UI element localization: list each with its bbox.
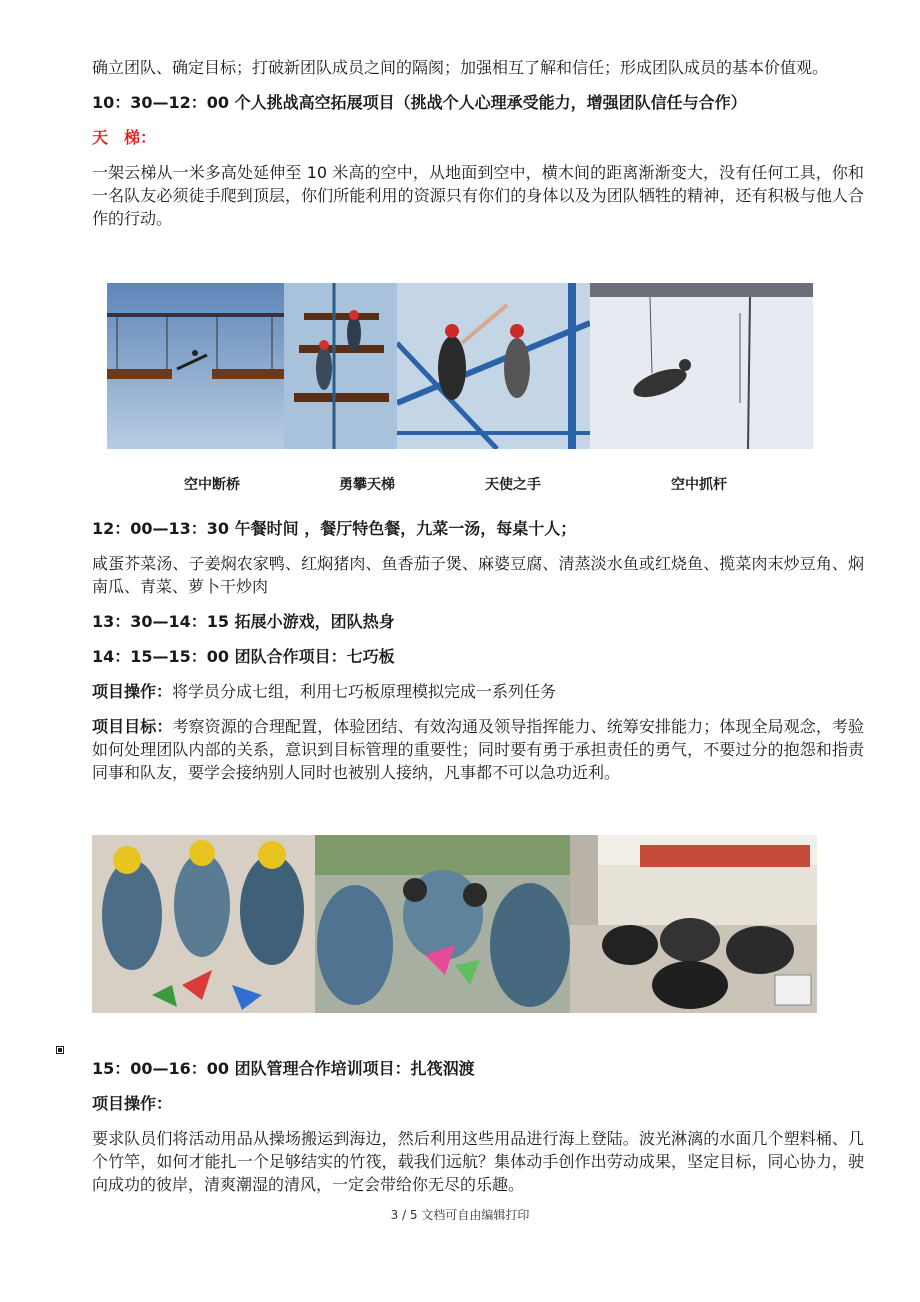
photo-angel-hands: [397, 283, 590, 449]
list-marker-icon: [56, 1046, 64, 1054]
tianti-description: 一架云梯从一米多高处延伸至 10 米高的空中，从地面到空中，横木间的距离渐渐变大，没有任何工具，你和一名队友必须徒手爬到顶层，你们所能利用的资源只有你们的身体以及为团队牺牲的精神，还有积极与他人合作的行动。: [92, 163, 864, 228]
tangram-photo-strip: [92, 835, 817, 1013]
operation-label: 项目操作：: [92, 682, 173, 701]
session3-operation: [92, 680, 864, 703]
goal-label: 项目目标：: [92, 717, 173, 736]
document-page-bottom: [92, 1057, 864, 1208]
high-ropes-photo-strip: [107, 283, 813, 449]
session4-operation-text: 要求队员们将活动用品从操场搬运到海边，然后利用这些用品进行海上登陆。波光淋漓的水面几个塑料桶、几个竹竿，如何才能扎一个足够结实的竹筏，载我们远航？集体动手创作出劳动成果，坚定目标，同心协力，驶向成功的彼岸，清爽潮湿的清风，一定会带给你无尽的乐趣。: [92, 1129, 864, 1194]
photo-captions: [0, 474, 920, 494]
lunch-heading: 12：00—13：30 午餐时间 ，餐厅特色餐，九菜一汤，每桌十人；: [92, 519, 577, 538]
goal-text: 考察资源的合理配置，体验团结、有效沟通及领导指挥能力、统筹安排能力；体现全局观念，考验如何处理团队内部的关系，意识到目标管理的重要性；同时要有勇于承担责任的勇气，不要过分的抱怨和指责同事和队友，要学会接纳别人同时也被别人接纳，凡事都不可以急功近利。: [92, 717, 864, 782]
photo-climb-ladder: [284, 283, 397, 449]
lunch-menu: 咸蛋芥菜汤、子姜焖农家鸭、红焖猪肉、鱼香茄子煲、麻婆豆腐、清蒸淡水鱼或红烧鱼、揽菜肉末炒豆角、焖南瓜、青菜、萝卜干炒肉: [92, 554, 864, 596]
photo-tangram-3: [570, 835, 817, 1013]
session2-heading: 13：30—14：15 拓展小游戏，团队热身: [92, 612, 395, 631]
session4-heading: 15：00—16：00 团队管理合作培训项目：扎筏泅渡: [92, 1059, 475, 1078]
document-page-middle: [92, 517, 864, 796]
page-footer: 3 / 5 文档可自由编辑打印: [390, 1208, 530, 1222]
session4-operation-label: 项目操作：: [92, 1094, 173, 1113]
caption-broken-bridge: 空中断桥: [184, 477, 240, 493]
tianti-subtitle: 天 梯：: [92, 128, 157, 147]
intro-paragraph: 确立团队、确定目标；打破新团队成员之间的隔阂；加强相互了解和信任；形成团队成员的基本价值观。: [92, 58, 829, 77]
photo-tangram-2: [315, 835, 570, 1013]
caption-angel-hands: 天使之手: [485, 477, 541, 493]
session3-goal: [92, 715, 864, 784]
session1-heading: 10：30—12：00 个人挑战高空拓展项目（挑战个人心理承受能力，增强团队信任与合作）: [92, 93, 747, 112]
photo-broken-bridge: [107, 283, 284, 449]
photo-trapeze: [590, 283, 813, 449]
operation-text: 将学员分成七组，利用七巧板原理模拟完成一系列任务: [172, 682, 557, 701]
photo-tangram-1: [92, 835, 315, 1013]
caption-climb-ladder: 勇攀天梯: [339, 477, 395, 493]
caption-trapeze: 空中抓杆: [671, 477, 727, 493]
document-page: [92, 56, 864, 242]
session3-heading: 14：15—15：00 团队合作项目：七巧板: [92, 647, 395, 666]
